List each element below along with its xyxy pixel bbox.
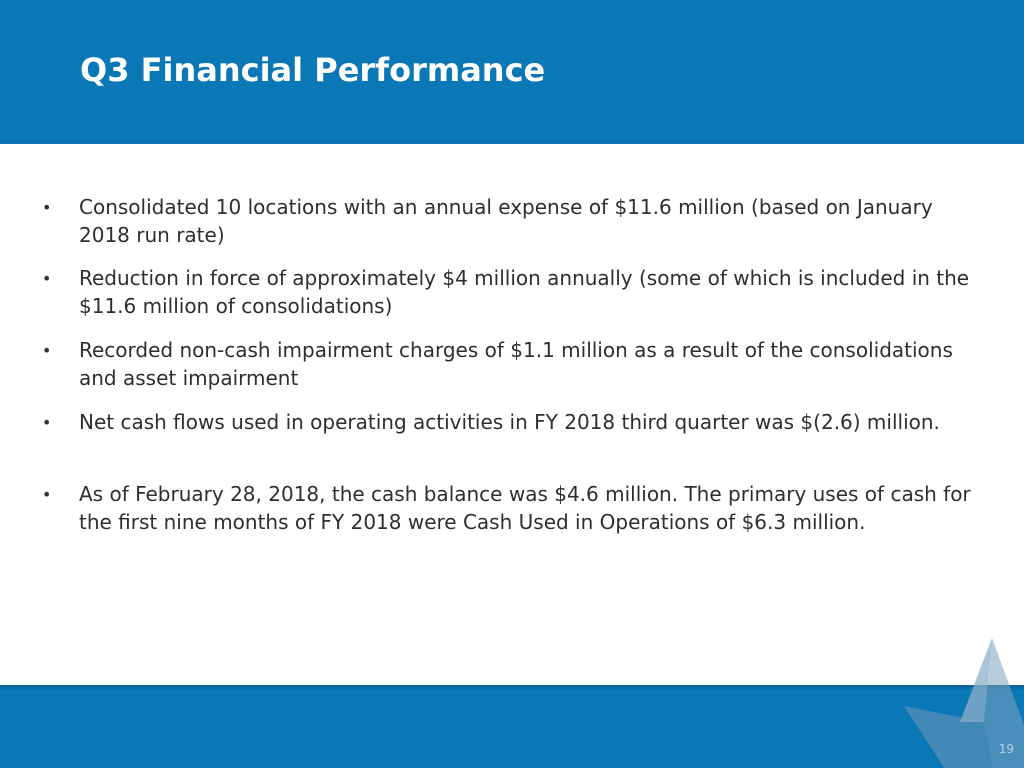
bullet-text: Net cash flows used in operating activities in FY 2018 third quarter was $(2.6) million. [79, 410, 940, 434]
slide-title: Q3 Financial Performance [80, 51, 546, 89]
bullet-text: Consolidated 10 locations with an annual expense of $11.6 million (based on January 2018 run rate) [79, 195, 933, 247]
bullet-item [42, 481, 989, 536]
bullet-dot-icon: • [42, 413, 52, 432]
header-divider [0, 140, 1024, 144]
bullet-text: Reduction in force of approximately $4 million annually (some of which is included in the $11.6 million of consolidations) [79, 266, 970, 318]
bullet-item [42, 265, 989, 320]
bullet-item [42, 337, 989, 392]
bullet-dot-icon: • [42, 341, 52, 360]
bullet-text: Recorded non-cash impairment charges of $1.1 million as a result of the consolidations and asset impairment [79, 338, 953, 390]
bullet-dot-icon: • [42, 485, 52, 504]
bullet-dot-icon: • [42, 198, 52, 217]
star-logo-icon [880, 630, 1024, 768]
bullet-dot-icon: • [42, 269, 52, 288]
footer-divider [0, 685, 1024, 690]
bullet-item [42, 194, 989, 249]
bullet-item [42, 409, 989, 437]
bullet-text: As of February 28, 2018, the cash balance was $4.6 million. The primary uses of cash for the first nine months of FY 2018 were Cash Used in Operations of $6.3 million. [79, 482, 971, 534]
slide-footer [0, 685, 1024, 768]
